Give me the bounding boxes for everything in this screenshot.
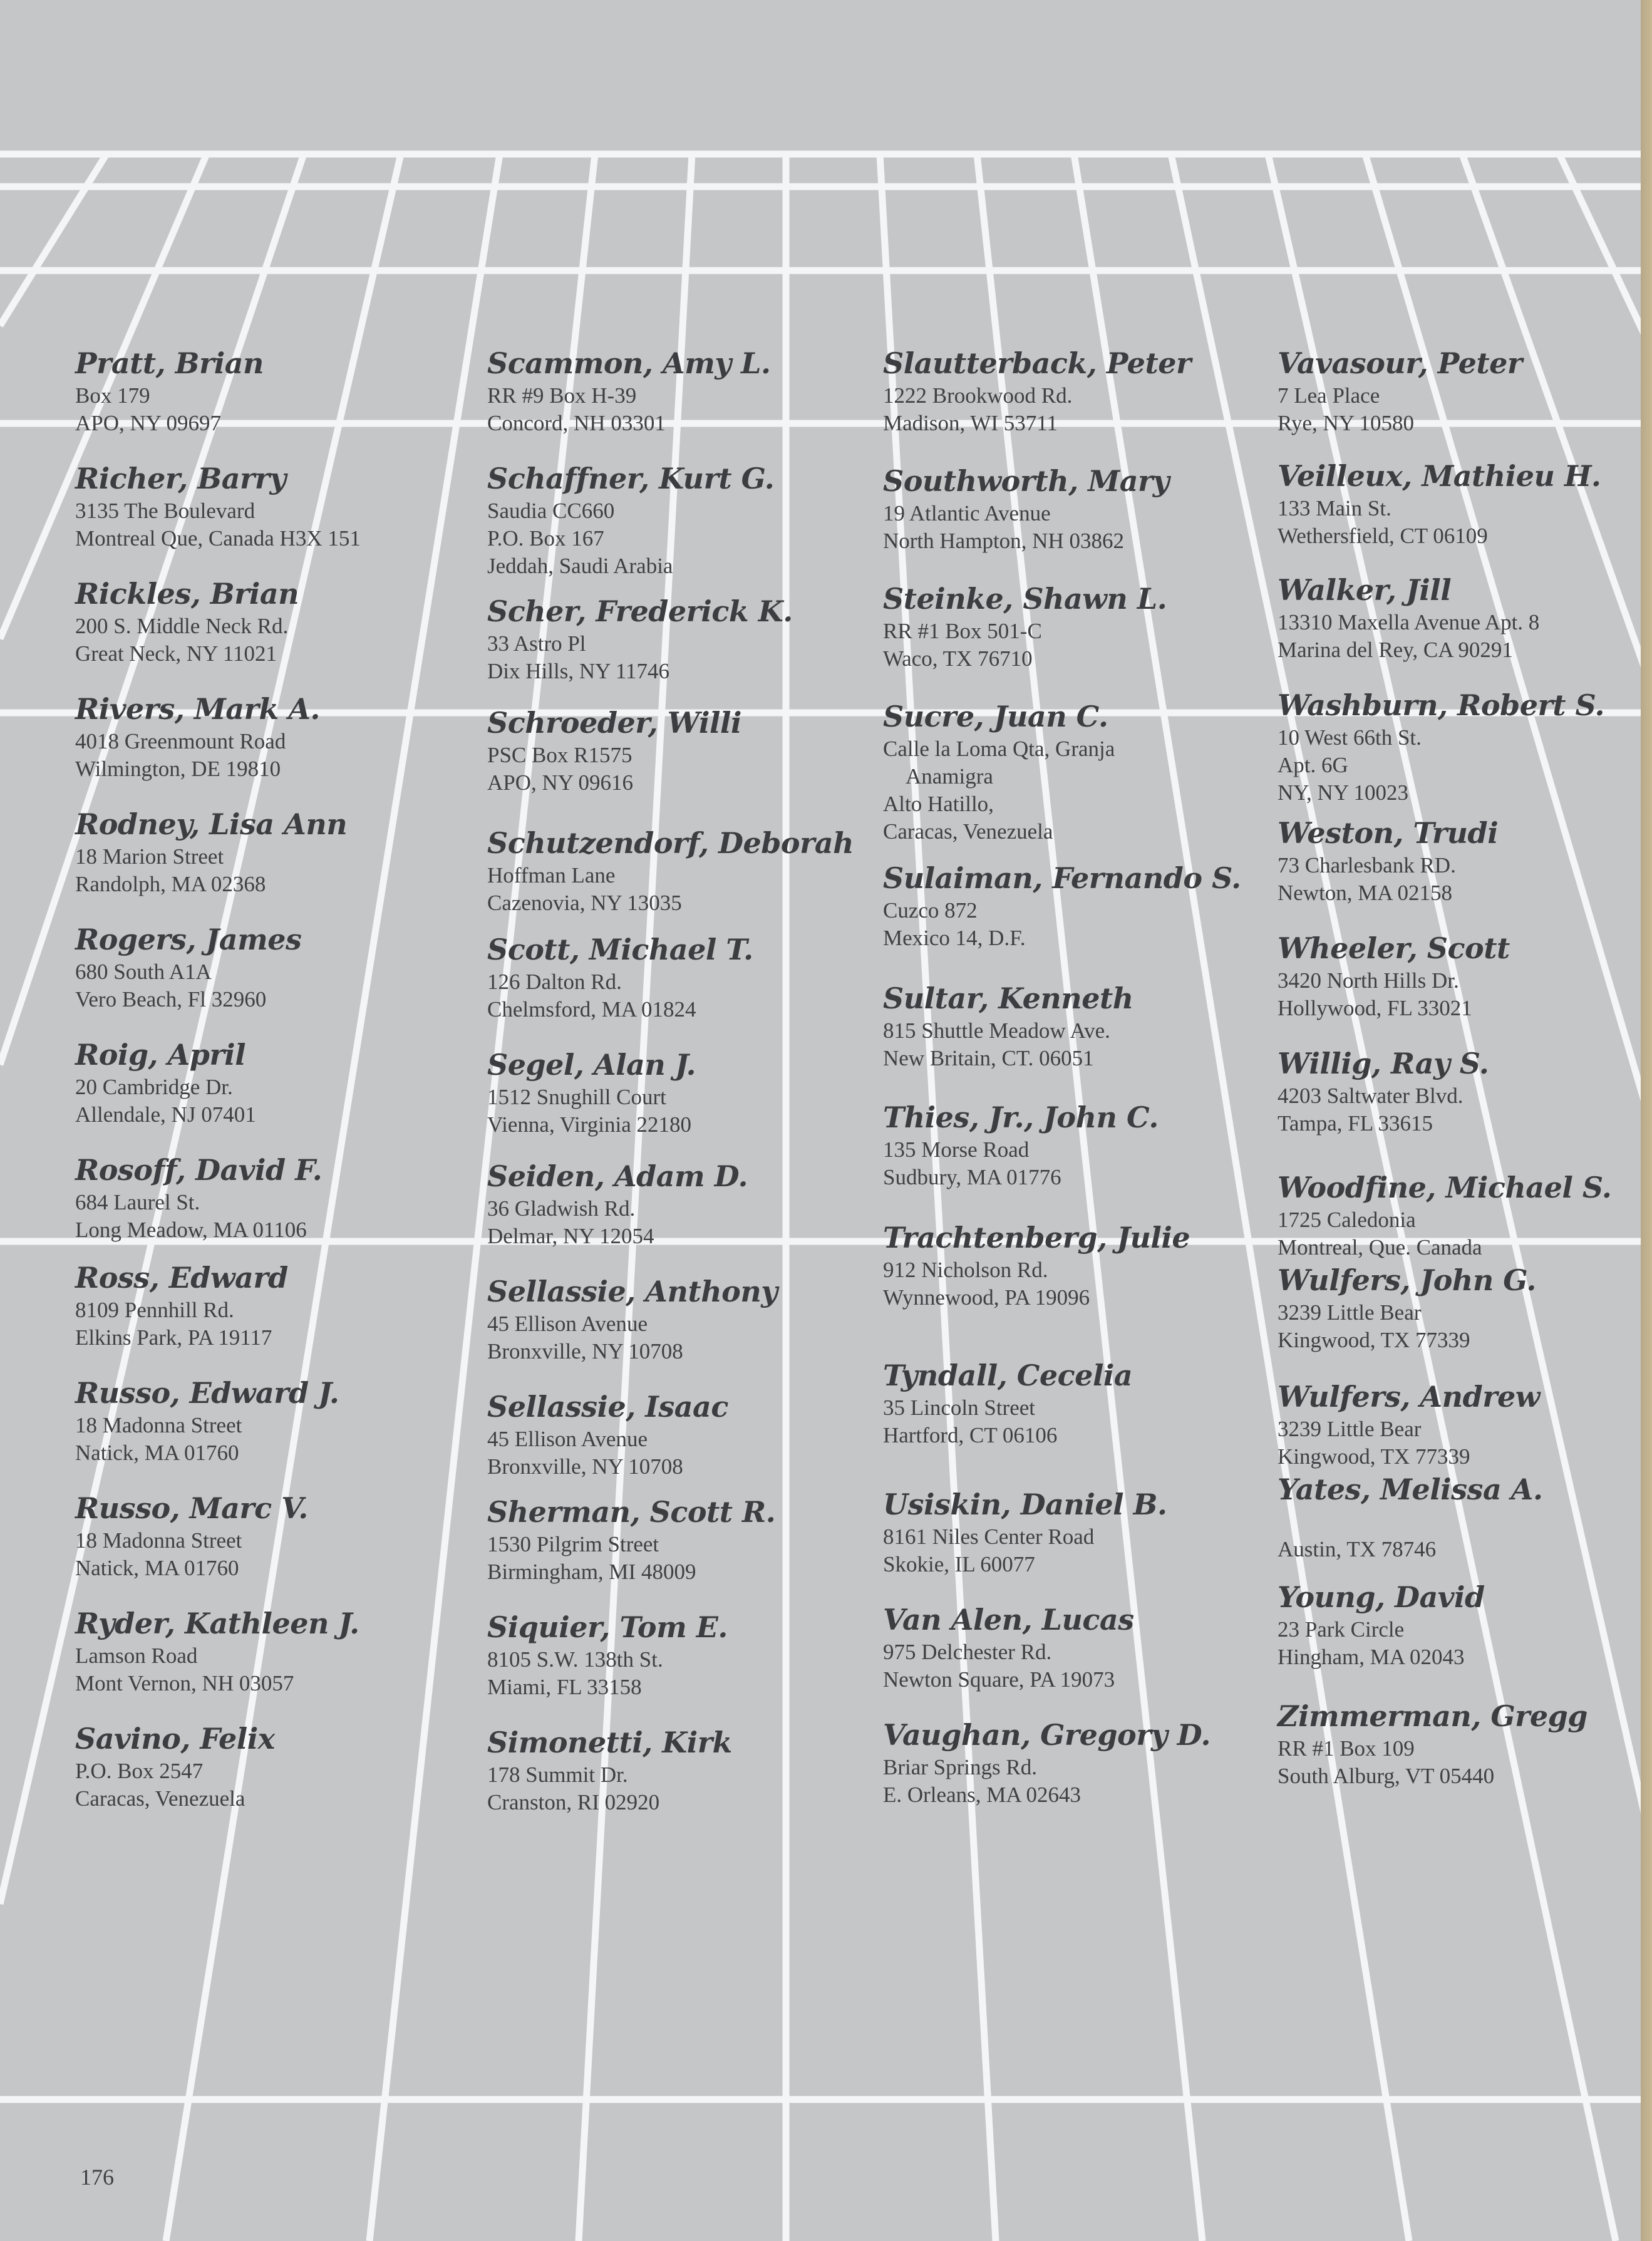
directory-entry bbox=[487, 824, 888, 917]
directory-entry bbox=[1278, 571, 1652, 664]
entry-name: Vavasour, Peter bbox=[1278, 346, 1522, 380]
page-number: 176 bbox=[80, 2165, 114, 2190]
entry-name: Schaffner, Kurt G. bbox=[487, 462, 775, 495]
directory-entry bbox=[487, 1157, 888, 1250]
address-line: 178 Summit Dr. bbox=[487, 1762, 628, 1787]
entry-name: Woodfine, Michael S. bbox=[1278, 1171, 1612, 1204]
address-line: Montreal Que, Canada H3X 151 bbox=[75, 526, 361, 551]
address-line: Delmar, NY 12054 bbox=[487, 1224, 654, 1248]
directory-entry bbox=[75, 1374, 476, 1467]
directory-entry bbox=[487, 344, 888, 437]
address-line: 8161 Niles Center Road bbox=[883, 1524, 1095, 1549]
address-line: 73 Charlesbank RD. bbox=[1278, 853, 1456, 877]
address-line: Chelmsford, MA 01824 bbox=[487, 997, 696, 1022]
directory-entry bbox=[1278, 1378, 1652, 1471]
directory-entry bbox=[75, 1605, 476, 1697]
address-line: 1512 Snughill Court bbox=[487, 1085, 666, 1109]
directory-entry bbox=[883, 980, 1284, 1072]
entry-name: Washburn, Robert S. bbox=[1278, 688, 1605, 722]
address-line: Wethersfield, CT 06109 bbox=[1278, 524, 1488, 548]
address-line: 3239 Little Bear bbox=[1278, 1300, 1422, 1325]
address-line: 23 Park Circle bbox=[1278, 1617, 1405, 1642]
directory-entry bbox=[1278, 929, 1652, 1022]
address-line: PSC Box R1575 bbox=[487, 743, 632, 767]
entry-name: Sellassie, Anthony bbox=[487, 1275, 778, 1308]
entry-name: Siquier, Tom E. bbox=[487, 1610, 728, 1644]
address-line: Skokie, IL 60077 bbox=[883, 1552, 1035, 1576]
address-line: Bronxville, NY 10708 bbox=[487, 1454, 683, 1479]
directory-column-2 bbox=[487, 344, 888, 1816]
entry-name: Willig, Ray S. bbox=[1278, 1047, 1489, 1080]
entry-name: Schutzendorf, Deborah bbox=[487, 826, 854, 860]
address-line: Hoffman Lane bbox=[487, 863, 616, 888]
entry-name: Segel, Alan J. bbox=[487, 1048, 696, 1082]
directory-entry bbox=[1278, 1045, 1652, 1137]
address-line: 4018 Greenmount Road bbox=[75, 729, 286, 753]
entry-name: Richer, Barry bbox=[75, 462, 286, 495]
address-line: 19 Atlantic Avenue bbox=[883, 501, 1051, 525]
directory-entry bbox=[883, 698, 1284, 846]
entry-name: Simonetti, Kirk bbox=[487, 1726, 732, 1759]
address-line: 35 Lincoln Street bbox=[883, 1395, 1036, 1420]
directory-entry bbox=[487, 460, 888, 580]
entry-name: Thies, Jr., John C. bbox=[883, 1100, 1159, 1134]
address-line: 3135 The Boulevard bbox=[75, 499, 256, 523]
address-line: Waco, TX 76710 bbox=[883, 646, 1033, 671]
directory-entry bbox=[75, 575, 476, 668]
address-line: Randolph, MA 02368 bbox=[75, 872, 266, 896]
directory-entry bbox=[487, 1493, 888, 1586]
entry-name: Seiden, Adam D. bbox=[487, 1159, 748, 1193]
entry-name: Slautterback, Peter bbox=[883, 346, 1191, 380]
directory-entry bbox=[883, 1601, 1284, 1694]
directory-entry bbox=[1278, 814, 1652, 907]
directory-entry bbox=[487, 1046, 888, 1139]
entry-name: Ryder, Kathleen J. bbox=[75, 1607, 359, 1640]
address-line: Cuzco 872 bbox=[883, 898, 978, 923]
entry-name: Wheeler, Scott bbox=[1278, 931, 1510, 965]
entry-name: Zimmerman, Gregg bbox=[1278, 1699, 1587, 1733]
directory-entry bbox=[75, 460, 476, 552]
address-line: E. Orleans, MA 02643 bbox=[883, 1783, 1081, 1807]
address-line: 8105 S.W. 138th St. bbox=[487, 1647, 663, 1672]
directory-entry bbox=[1278, 1261, 1652, 1354]
address-line: 33 Astro Pl bbox=[487, 631, 586, 656]
address-line: Lamson Road bbox=[75, 1643, 198, 1668]
address-line: Box 179 bbox=[75, 383, 150, 408]
address-line: 45 Ellison Avenue bbox=[487, 1312, 648, 1336]
entry-name: Young, David bbox=[1278, 1580, 1485, 1614]
directory-entry bbox=[487, 1608, 888, 1701]
directory-entry bbox=[883, 1486, 1284, 1578]
directory-entry bbox=[883, 344, 1284, 437]
address-line: 912 Nicholson Rd. bbox=[883, 1258, 1048, 1282]
entry-name: Scott, Michael T. bbox=[487, 933, 753, 966]
entry-name: Vaughan, Gregory D. bbox=[883, 1718, 1211, 1752]
address-line: 684 Laurel St. bbox=[75, 1190, 200, 1214]
address-line: 126 Dalton Rd. bbox=[487, 970, 622, 994]
address-line: Caracas, Venezuela bbox=[75, 1786, 245, 1811]
address-line: Birmingham, MI 48009 bbox=[487, 1560, 696, 1584]
address-line: 133 Main St. bbox=[1278, 496, 1391, 520]
directory-entry bbox=[487, 593, 888, 685]
address-line: Montreal, Que. Canada bbox=[1278, 1235, 1482, 1260]
address-line: RR #1 Box 501-C bbox=[883, 619, 1042, 643]
directory-entry bbox=[883, 580, 1284, 673]
entry-name: Sultar, Kenneth bbox=[883, 981, 1133, 1015]
address-line: 13310 Maxella Avenue Apt. 8 bbox=[1278, 610, 1540, 634]
directory-entry bbox=[883, 462, 1284, 555]
address-line: Cazenovia, NY 13035 bbox=[487, 891, 682, 915]
entry-name: Weston, Trudi bbox=[1278, 816, 1499, 850]
entry-name: Russo, Edward J. bbox=[75, 1376, 339, 1410]
directory-entry bbox=[1278, 457, 1652, 550]
address-line: Cranston, RI 02920 bbox=[487, 1790, 660, 1814]
entry-name: Scher, Frederick K. bbox=[487, 594, 793, 628]
directory-entry bbox=[487, 1388, 888, 1481]
address-line: 1725 Caledonia bbox=[1278, 1208, 1416, 1232]
address-line: Wilmington, DE 19810 bbox=[75, 757, 281, 781]
address-line: Natick, MA 01760 bbox=[75, 1556, 239, 1580]
address-line: 36 Gladwish Rd. bbox=[487, 1196, 636, 1221]
entry-name: Sherman, Scott R. bbox=[487, 1495, 776, 1529]
address-line: Jeddah, Saudi Arabia bbox=[487, 554, 673, 578]
entry-name: Rogers, James bbox=[75, 923, 302, 956]
address-line: Marina del Rey, CA 90291 bbox=[1278, 638, 1513, 662]
directory-entry bbox=[75, 805, 476, 898]
address-line: Alto Hatillo, bbox=[883, 792, 994, 816]
directory-column-3 bbox=[883, 344, 1284, 1809]
entry-name: Schroeder, Willi bbox=[487, 706, 741, 740]
directory-entry bbox=[1278, 686, 1652, 807]
address-line: 18 Madonna Street bbox=[75, 1413, 242, 1437]
address-line: 18 Madonna Street bbox=[75, 1528, 242, 1553]
directory-entry bbox=[487, 704, 888, 797]
address-line: Concord, NH 03301 bbox=[487, 411, 666, 435]
address-line: 1222 Brookwood Rd. bbox=[883, 383, 1073, 408]
address-line: Kingwood, TX 77339 bbox=[1278, 1444, 1470, 1469]
address-line: 7 Lea Place bbox=[1278, 383, 1380, 408]
directory-entry bbox=[75, 1720, 476, 1813]
directory-entry bbox=[487, 1273, 888, 1365]
entry-name: Savino, Felix bbox=[75, 1722, 275, 1756]
address-line: Dix Hills, NY 11746 bbox=[487, 659, 670, 683]
address-line: Hollywood, FL 33021 bbox=[1278, 996, 1472, 1020]
entry-name: Scammon, Amy L. bbox=[487, 346, 771, 380]
address-line: Briar Springs Rd. bbox=[883, 1755, 1037, 1779]
address-line: 3420 North Hills Dr. bbox=[1278, 968, 1459, 993]
entry-name: Yates, Melissa A. bbox=[1278, 1472, 1543, 1506]
address-line: Rye, NY 10580 bbox=[1278, 411, 1414, 435]
address-line: Austin, TX 78746 bbox=[1278, 1537, 1437, 1561]
address-line: Vero Beach, Fl 32960 bbox=[75, 987, 267, 1012]
directory-entry bbox=[1278, 1697, 1652, 1790]
address-line: NY, NY 10023 bbox=[1278, 780, 1409, 805]
address-line: North Hampton, NH 03862 bbox=[883, 529, 1124, 553]
address-line: Newton, MA 02158 bbox=[1278, 881, 1453, 905]
entry-name: Rodney, Lisa Ann bbox=[75, 807, 348, 841]
address-line: Miami, FL 33158 bbox=[487, 1675, 642, 1699]
entry-name: Van Alen, Lucas bbox=[883, 1603, 1134, 1637]
entry-name: Usiskin, Daniel B. bbox=[883, 1488, 1167, 1521]
address-line: P.O. Box 167 bbox=[487, 526, 604, 551]
entry-name: Sulaiman, Fernando S. bbox=[883, 861, 1241, 895]
directory-column-4 bbox=[1278, 344, 1652, 1790]
address-line: RR #9 Box H-39 bbox=[487, 383, 637, 408]
address-line: 975 Delchester Rd. bbox=[883, 1640, 1052, 1664]
address-line: Hingham, MA 02043 bbox=[1278, 1645, 1465, 1669]
directory-entry bbox=[883, 1716, 1284, 1809]
address-line: 815 Shuttle Meadow Ave. bbox=[883, 1018, 1110, 1043]
address-line: RR #1 Box 109 bbox=[1278, 1736, 1415, 1761]
address-line: APO, NY 09697 bbox=[75, 411, 222, 435]
directory-entry bbox=[1278, 1169, 1652, 1261]
directory-entry bbox=[75, 921, 476, 1013]
entry-name: Walker, Jill bbox=[1278, 573, 1452, 607]
entry-name: Wulfers, Andrew bbox=[1278, 1380, 1540, 1414]
directory-column-1 bbox=[75, 344, 476, 1813]
address-line: 45 Ellison Avenue bbox=[487, 1427, 648, 1451]
entry-name: Southworth, Mary bbox=[883, 464, 1169, 498]
entry-name: Wulfers, John G. bbox=[1278, 1263, 1536, 1297]
address-line: Wynnewood, PA 19096 bbox=[883, 1285, 1090, 1310]
address-line: Caracas, Venezuela bbox=[883, 819, 1053, 844]
entry-name: Russo, Marc V. bbox=[75, 1491, 308, 1525]
address-line: APO, NY 09616 bbox=[487, 770, 634, 795]
address-line: Elkins Park, PA 19117 bbox=[75, 1325, 272, 1350]
address-line: New Britain, CT. 06051 bbox=[883, 1046, 1094, 1070]
entry-name: Sucre, Juan C. bbox=[883, 700, 1108, 733]
entry-name: Ross, Edward bbox=[75, 1261, 288, 1295]
address-line bbox=[1278, 1508, 1652, 1536]
address-line: South Alburg, VT 05440 bbox=[1278, 1764, 1495, 1788]
address-line: P.O. Box 2547 bbox=[75, 1759, 204, 1783]
directory-entry bbox=[883, 1219, 1284, 1312]
address-line: Kingwood, TX 77339 bbox=[1278, 1328, 1470, 1352]
entry-name: Trachtenberg, Julie bbox=[883, 1221, 1190, 1255]
address-line: 135 Morse Road bbox=[883, 1137, 1030, 1162]
address-line: Madison, WI 53711 bbox=[883, 411, 1058, 435]
address-line: 4203 Saltwater Blvd. bbox=[1278, 1084, 1464, 1108]
directory-entry bbox=[75, 1259, 476, 1352]
entry-name: Steinke, Shawn L. bbox=[883, 582, 1167, 616]
address-line: Natick, MA 01760 bbox=[75, 1441, 239, 1465]
entry-name: Roig, April bbox=[75, 1038, 246, 1072]
directory-entry bbox=[75, 690, 476, 783]
address-line: Tampa, FL 33615 bbox=[1278, 1111, 1433, 1136]
entry-name: Rivers, Mark A. bbox=[75, 692, 320, 726]
address-line: Long Meadow, MA 01106 bbox=[75, 1218, 307, 1242]
address-line: Sudbury, MA 01776 bbox=[883, 1165, 1061, 1189]
directory-entry bbox=[75, 344, 476, 437]
directory-entry bbox=[1278, 1578, 1652, 1671]
address-line: Anamigra bbox=[906, 764, 993, 789]
entry-name: Rosoff, David F. bbox=[75, 1153, 323, 1187]
address-line: Bronxville, NY 10708 bbox=[487, 1339, 683, 1364]
address-line: 8109 Pennhill Rd. bbox=[75, 1298, 234, 1322]
directory-entry bbox=[487, 931, 888, 1023]
address-line: Saudia CC660 bbox=[487, 499, 615, 523]
address-line: Mexico 14, D.F. bbox=[883, 926, 1026, 950]
directory-entry bbox=[487, 1724, 888, 1816]
address-line: 200 S. Middle Neck Rd. bbox=[75, 614, 289, 638]
address-line: Allendale, NJ 07401 bbox=[75, 1102, 256, 1127]
entry-name: Rickles, Brian bbox=[75, 577, 299, 611]
address-line: Apt. 6G bbox=[1278, 753, 1348, 777]
entry-name: Tyndall, Cecelia bbox=[883, 1359, 1133, 1392]
directory-entry bbox=[883, 1099, 1284, 1191]
directory-entry bbox=[883, 1357, 1284, 1449]
address-line: Vienna, Virginia 22180 bbox=[487, 1112, 691, 1137]
address-line: Great Neck, NY 11021 bbox=[75, 641, 277, 666]
address-line: Mont Vernon, NH 03057 bbox=[75, 1671, 294, 1695]
entry-name: Pratt, Brian bbox=[75, 346, 264, 380]
address-line: Calle la Loma Qta, Granja bbox=[883, 737, 1115, 761]
address-line: 20 Cambridge Dr. bbox=[75, 1075, 233, 1099]
directory-entry bbox=[1278, 344, 1652, 437]
entry-name: Sellassie, Isaac bbox=[487, 1390, 728, 1424]
address-line: Newton Square, PA 19073 bbox=[883, 1667, 1115, 1692]
address-line: 3239 Little Bear bbox=[1278, 1417, 1422, 1441]
directory-entry bbox=[75, 1489, 476, 1582]
address-line: Hartford, CT 06106 bbox=[883, 1423, 1058, 1447]
entry-name: Veilleux, Mathieu H. bbox=[1278, 459, 1601, 493]
address-line: 1530 Pilgrim Street bbox=[487, 1532, 659, 1556]
directory-entry bbox=[75, 1036, 476, 1129]
directory-entry bbox=[1278, 1471, 1652, 1563]
address-line: 10 West 66th St. bbox=[1278, 725, 1422, 750]
address-line: 680 South A1A bbox=[75, 960, 212, 984]
directory-entry bbox=[883, 859, 1284, 952]
address-line: 18 Marion Street bbox=[75, 844, 224, 869]
directory-entry bbox=[75, 1151, 476, 1244]
